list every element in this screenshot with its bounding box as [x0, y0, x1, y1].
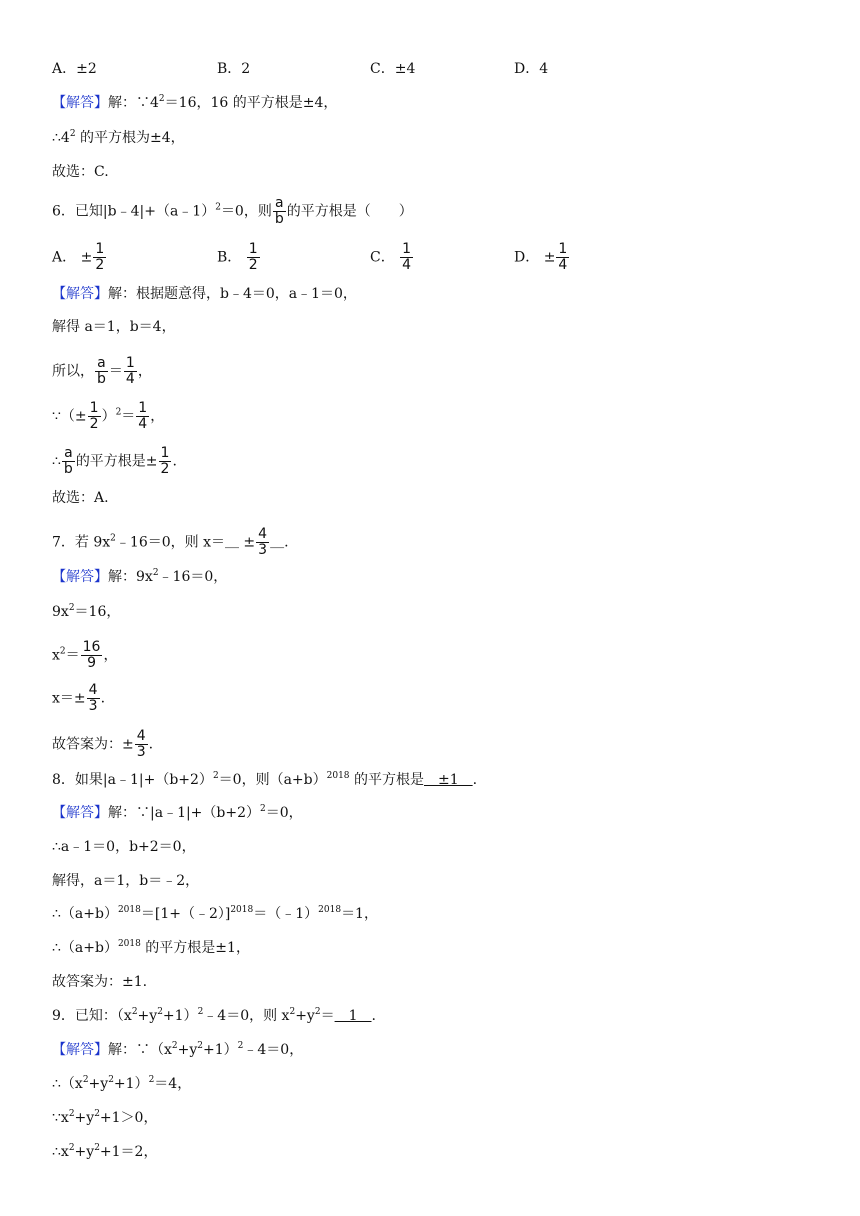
text: 所以， — [52, 363, 94, 380]
answer-blank: ±1 — [423, 772, 473, 788]
exponent: 2 — [68, 1109, 75, 1119]
text: +1＝2， — [99, 1144, 158, 1160]
text: ＝ — [65, 647, 80, 664]
q6-option-c — [370, 242, 414, 273]
exponent: 2 — [148, 1075, 155, 1085]
option-label: C． — [370, 249, 395, 266]
text: x — [52, 647, 60, 664]
denominator: 4 — [558, 257, 568, 273]
q6-option-b — [217, 242, 261, 273]
denominator: 2 — [89, 416, 99, 432]
text: ＝16，16 的平方根是±4， — [164, 95, 338, 111]
option-label: B． — [217, 249, 242, 266]
text: 的平方根是±1， — [140, 940, 250, 956]
q6-stem — [52, 196, 413, 227]
exponent: 2018 — [326, 771, 350, 781]
text: 解得 a＝1，b＝4， — [52, 319, 176, 335]
q5-option-c: C．±4 — [370, 61, 416, 77]
text: ＝ — [121, 408, 136, 425]
q6-solution-line-5 — [52, 446, 177, 477]
text: ＝4， — [154, 1076, 192, 1092]
text: +y — [295, 1008, 315, 1024]
answer-tag: 【解答】 — [52, 95, 108, 111]
fraction — [273, 196, 286, 227]
q8-solution-line-3 — [52, 871, 199, 891]
text: 6．已知|b﹣4|+（a﹣1） — [52, 203, 216, 220]
exponent: 2 — [94, 1143, 100, 1153]
text: . — [371, 1008, 376, 1024]
q5-solution-line-3 — [52, 162, 109, 182]
text: ＝0，则 — [220, 203, 272, 220]
plus-minus: ± — [80, 249, 93, 266]
text: 解：∵（x — [108, 1042, 172, 1058]
exponent: 2 — [115, 407, 122, 418]
q9-solution-line-1 — [52, 1040, 303, 1060]
exponent: 2018 — [117, 905, 141, 915]
fraction — [136, 401, 149, 432]
text: ﹣4＝0，则 x — [203, 1008, 290, 1024]
text: +y — [88, 1076, 109, 1092]
text: ＝ — [320, 1008, 335, 1024]
denominator: 3 — [258, 542, 268, 558]
exponent: 2 — [260, 804, 266, 814]
fraction — [93, 242, 106, 273]
exponent: 2018 — [117, 939, 141, 949]
numerator: 1 — [89, 400, 99, 416]
q9-solution-line-4 — [52, 1142, 157, 1162]
answer-blank: 1 — [334, 1008, 372, 1024]
text: ∵（± — [52, 408, 87, 425]
denominator: 2 — [95, 257, 105, 273]
text: ∴（x — [52, 1076, 83, 1092]
text: ， — [137, 363, 152, 380]
numerator: a — [275, 195, 284, 211]
numerator: a — [64, 445, 73, 461]
fraction — [556, 242, 569, 273]
exponent: 2 — [110, 533, 116, 544]
text: +y — [137, 1008, 158, 1024]
q6-solution-line-1 — [52, 284, 357, 304]
denominator: 4 — [402, 257, 412, 273]
q8-solution-line-2 — [52, 837, 196, 857]
fraction — [81, 640, 103, 671]
fraction — [400, 242, 413, 273]
text: 的平方根是（ ） — [286, 203, 413, 220]
fraction — [62, 446, 75, 477]
text: 故选：C. — [52, 164, 109, 180]
exponent: 2 — [215, 202, 221, 213]
text: +y — [177, 1042, 198, 1058]
q5-solution-line-2 — [52, 128, 185, 148]
text: 9x — [52, 604, 69, 620]
exponent: 2 — [158, 94, 165, 104]
exponent: 2 — [237, 1041, 244, 1051]
fraction — [87, 683, 100, 714]
exponent: 2 — [68, 1143, 75, 1153]
text: 故选：A. — [52, 490, 109, 506]
text: x＝± — [52, 690, 86, 707]
exponent: 2018 — [230, 905, 254, 915]
q6-solution-line-4 — [52, 401, 164, 432]
numerator: 1 — [558, 241, 568, 257]
text: ） — [101, 408, 116, 425]
q6-solution-line-3 — [52, 356, 152, 387]
denominator: b — [63, 461, 73, 477]
text: 解：∵4 — [108, 95, 159, 111]
q7-solution-line-3 — [52, 640, 117, 671]
text: ＝[1+（﹣2）] — [140, 906, 231, 922]
q8-stem — [52, 770, 477, 790]
numerator: 1 — [125, 355, 135, 371]
q9-solution-line-3 — [52, 1108, 157, 1128]
numerator: 1 — [160, 445, 170, 461]
numerator: a — [97, 355, 106, 371]
text: ＝16， — [74, 604, 121, 620]
plus-minus: ± — [543, 249, 556, 266]
text: ， — [103, 647, 118, 664]
text: +y — [74, 1110, 95, 1126]
numerator: 4 — [136, 728, 146, 744]
q8-solution-line-5 — [52, 938, 250, 958]
text: . — [172, 453, 177, 470]
text: ﹣16＝0，则 x＝ — [115, 534, 225, 551]
denominator: 9 — [87, 655, 97, 671]
q6-solution-line-2 — [52, 317, 176, 337]
text: ∵x — [52, 1110, 69, 1126]
text: . — [148, 736, 154, 753]
answer-tag: 【解答】 — [52, 569, 108, 585]
text: ﹣16＝0， — [158, 569, 228, 585]
text: 8．如果|a﹣1|+（b+2） — [52, 772, 213, 788]
fraction — [95, 356, 108, 387]
q8-solution-line-1 — [52, 803, 303, 823]
q7-solution-line-1 — [52, 567, 227, 587]
exponent: 2 — [171, 1041, 178, 1051]
q7-stem — [52, 527, 289, 558]
q5-option-b: B．2 — [217, 61, 251, 77]
fraction — [256, 527, 269, 558]
exponent: 2018 — [318, 905, 342, 915]
exponent: 2 — [69, 129, 76, 139]
denominator: 3 — [88, 698, 98, 714]
text: ∴（a+b） — [52, 940, 118, 956]
exponent: 2 — [82, 1075, 89, 1085]
q6-option-d — [514, 242, 570, 273]
numerator: 4 — [88, 682, 98, 698]
exponent: 2 — [108, 1075, 114, 1085]
text: . — [100, 690, 106, 707]
fraction — [159, 446, 172, 477]
text: 故答案为：± — [52, 736, 134, 753]
text: ∴（a+b） — [52, 906, 118, 922]
q7-solution-line-2 — [52, 602, 120, 622]
q5-solution-line-1 — [52, 93, 337, 113]
fraction — [124, 356, 137, 387]
text: 解：∵|a﹣1|+（b+2） — [108, 805, 261, 821]
denominator: 2 — [248, 257, 258, 273]
text: ＝0，则（a+b） — [218, 772, 327, 788]
fraction — [88, 401, 101, 432]
option-label: D． — [514, 249, 540, 266]
numerator: 1 — [248, 241, 258, 257]
text: 解：根据题意得，b﹣4＝0，a﹣1＝0， — [108, 286, 357, 302]
q8-solution-line-4 — [52, 904, 378, 924]
text: +y — [74, 1144, 95, 1160]
text: ＿. — [270, 534, 289, 551]
exponent: 2 — [131, 1007, 138, 1017]
fraction — [135, 729, 148, 760]
text: ∴ — [52, 453, 61, 470]
answer-tag: 【解答】 — [52, 805, 108, 821]
numerator: 4 — [258, 526, 268, 542]
exponent: 2 — [94, 1109, 100, 1119]
denominator: b — [274, 211, 284, 227]
numerator: 1 — [402, 241, 412, 257]
q6-solution-line-6 — [52, 488, 109, 508]
q8-solution-line-6 — [52, 972, 147, 992]
text: . — [472, 772, 478, 788]
q5-option-d: D．4 — [514, 61, 549, 77]
text: ＝（﹣1） — [253, 906, 319, 922]
q7-solution-line-4 — [52, 683, 105, 714]
text: 解得，a＝1，b＝﹣2， — [52, 873, 200, 889]
exponent: 2 — [212, 771, 219, 781]
q9-stem — [52, 1006, 376, 1026]
text: 7．若 9x — [52, 534, 111, 551]
denominator: 2 — [160, 461, 170, 477]
exponent: 2 — [59, 646, 66, 657]
q7-solution-line-5 — [52, 729, 153, 760]
exponent: 2 — [68, 603, 75, 613]
denominator: 3 — [136, 744, 146, 760]
fraction — [247, 242, 260, 273]
numerator: 16 — [82, 639, 101, 655]
text: 的平方根是 — [349, 772, 424, 788]
exponent: 2 — [197, 1041, 204, 1051]
text: ， — [150, 408, 165, 425]
text: 故答案为：±1. — [52, 974, 148, 990]
exponent: 2 — [157, 1007, 163, 1017]
option-label: A． — [52, 249, 77, 266]
text: +1） — [113, 1076, 149, 1092]
answer-tag: 【解答】 — [52, 286, 108, 302]
text: +1） — [203, 1042, 238, 1058]
text: ＝0， — [265, 805, 303, 821]
q6-option-a — [52, 242, 107, 273]
q9-solution-line-2 — [52, 1074, 191, 1094]
denominator: b — [97, 371, 106, 387]
text: 的平方根为±4， — [75, 130, 185, 146]
text: +1＞0， — [99, 1110, 158, 1126]
exponent: 2 — [152, 568, 159, 578]
text: ∴a﹣1＝0，b+2＝0， — [52, 839, 196, 855]
exponent: 2 — [197, 1007, 204, 1017]
exponent: 2 — [314, 1007, 321, 1017]
text: ∴4 — [52, 130, 70, 146]
q5-option-a: A．±2 — [52, 61, 97, 77]
text: ＝1， — [341, 906, 378, 922]
text: ∴x — [52, 1144, 69, 1160]
exponent: 2 — [289, 1007, 296, 1017]
numerator: 1 — [95, 241, 105, 257]
text: 解：9x — [108, 569, 153, 585]
answer-blank: ＿ ± — [224, 534, 256, 551]
answer-tag: 【解答】 — [52, 1042, 108, 1058]
text: 的平方根是± — [75, 453, 158, 470]
denominator: 4 — [125, 371, 135, 387]
text: ＝ — [108, 363, 123, 380]
text: 9．已知：（x — [52, 1008, 132, 1024]
text: +1） — [162, 1008, 198, 1024]
numerator: 1 — [138, 400, 148, 416]
text: ﹣4＝0， — [243, 1042, 304, 1058]
denominator: 4 — [138, 416, 148, 432]
